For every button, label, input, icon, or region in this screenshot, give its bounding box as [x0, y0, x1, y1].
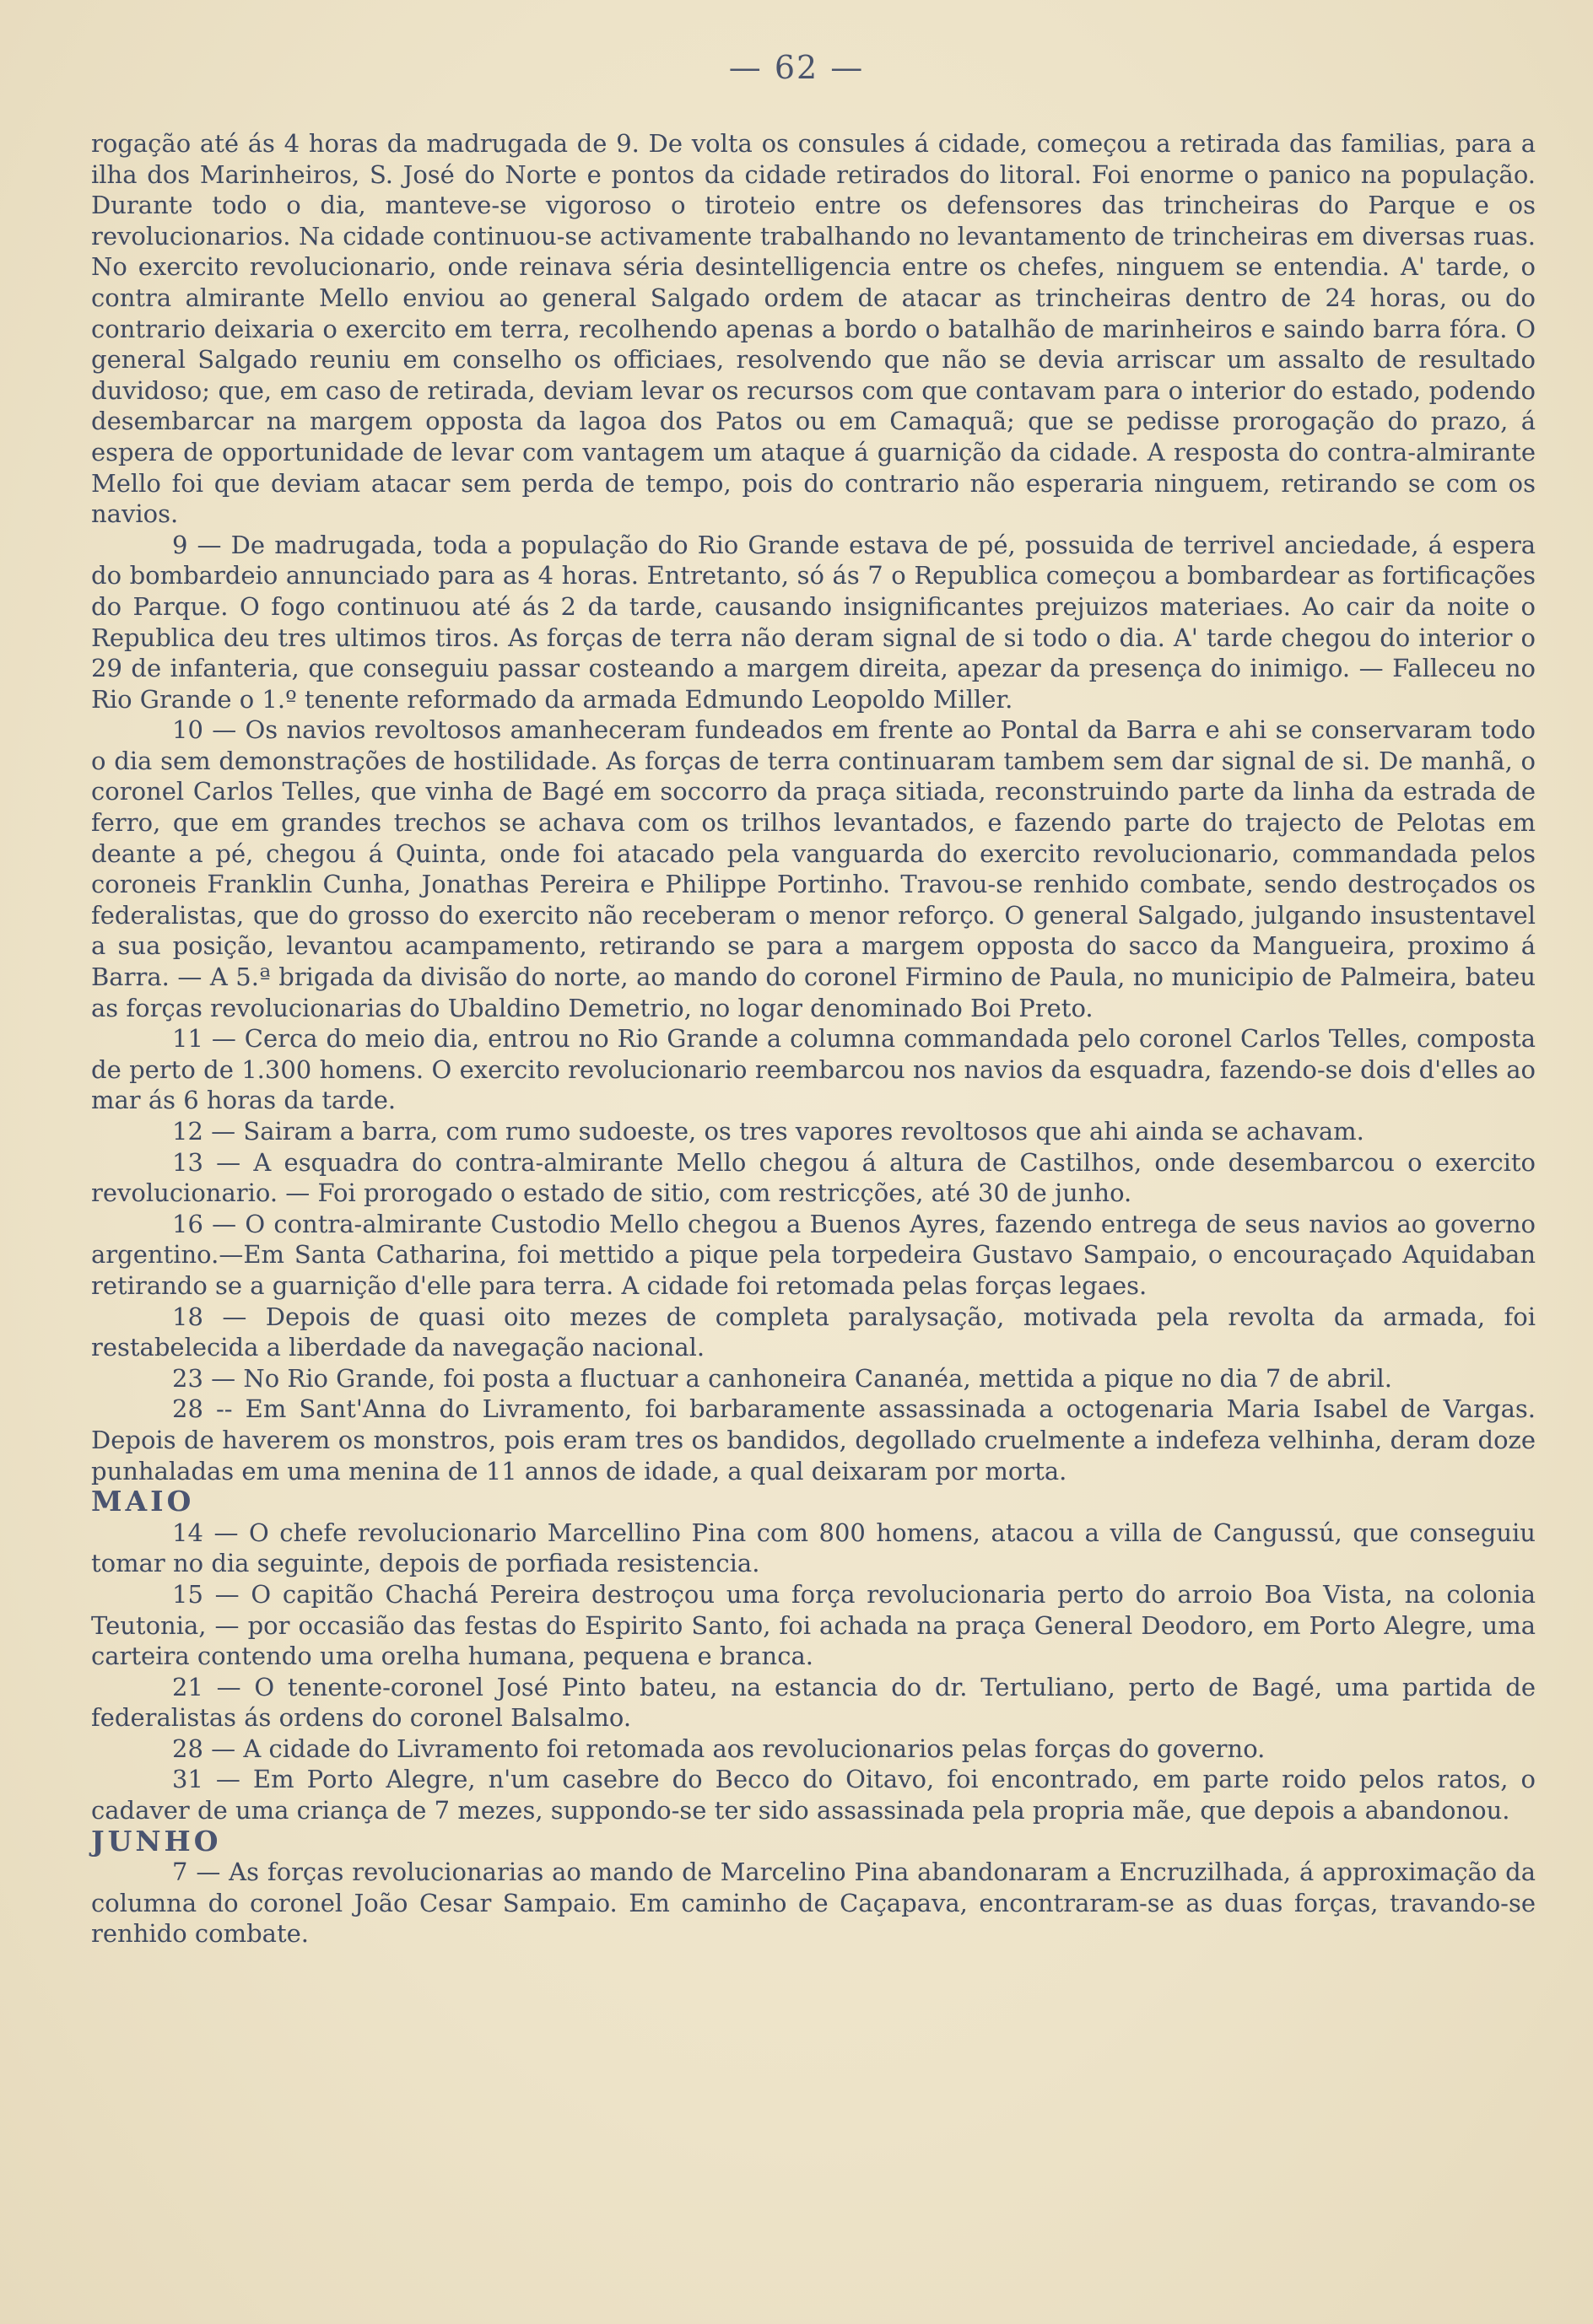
paragraph: 7 — As forças revolucionarias ao mando de Marcelino Pina abandonaram a Encruzilhada, á approximação da columna do coronel João Cesar Sampaio. Em caminho de Caçapava, encontraram-se as duas forças, travando-se renhido combate. — [91, 1858, 1536, 1949]
paragraph: 13 — A esquadra do contra-almirante Mello chegou á altura de Castilhos, onde desembarcou o exercito revolucionario. — Foi prorogado o estado de sitio, com restricções, até 30 de junho. — [91, 1147, 1536, 1208]
paragraph: 23 — No Rio Grande, foi posta a fluctuar a canhoneira Cananéa, mettida a pique no dia 7 de abril. — [172, 1363, 1392, 1393]
page-body — [91, 128, 1536, 1949]
paragraph: 31 — Em Porto Alegre, n'um casebre do Becco do Oitavo, foi encontrado, em parte roido pelos ratos, o cadaver de uma criança de 7 mezes, suppondo-se ter sido assassinada pela propria mãe, que depois a abandonou. — [91, 1765, 1536, 1825]
paragraph: 21 — O tenente-coronel José Pinto bateu, na estancia do dr. Tertuliano, perto de Bagé, uma partida de federalistas ás ordens do coronel Balsalmo. — [91, 1672, 1536, 1733]
paragraph: 12 — Sairam a barra, com rumo sudoeste, os tres vapores revoltosos que ahi ainda se achavam. — [172, 1117, 1364, 1146]
paragraph: 11 — Cerca do meio dia, entrou no Rio Grande a columna commandada pelo coronel Carlos Telles, composta de perto de 1.300 homens. O exercito revolucionario reembarcou nos navios da esquadra, fazendo-se dois d'elles ao mar ás 6 horas da tarde. — [91, 1024, 1536, 1115]
paragraph: 15 — O capitão Chachá Pereira destroçou uma força revolucionaria perto do arroio Boa Vista, na colonia Teutonia, — por occasião das festas do Espirito Santo, foi achada na praça General Deodoro, em Porto Alegre, uma carteira contendo uma orelha humana, pequena e branca. — [91, 1579, 1536, 1671]
paragraph: 14 — O chefe revolucionario Marcellino Pina com 800 homens, atacou a villa de Cangussú, que conseguiu tomar no dia seguinte, depois de porfiada resistencia. — [91, 1518, 1536, 1578]
paragraph: 10 — Os navios revoltosos amanheceram fundeados em frente ao Pontal da Barra e ahi se conservaram todo o dia sem demonstrações de hostilidade. As forças de terra continuaram tambem sem dar signal de si. De manhã, o coronel Carlos Telles, que vinha de Bagé em soccorro da praça sitiada, reconstruindo parte da linha da estrada de ferro, que em grandes trechos se achava com os trilhos levantados, e fazendo parte do trajecto de Pelotas em deante a pé, chegou á Quinta, onde foi atacado pela vanguarda do exercito revolucionario, commandada pelos coroneis Franklin Cunha, Jonathas Pereira e Philippe Portinho. Travou-se renhido combate, sendo destroçados os federalistas, que do grosso do exercito não receberam o menor reforço. O general Salgado, julgando insustentavel a sua posição, levantou acampamento, retirando se para a margem opposta do sacco da Mangueira, proximo á Barra. — A 5.ª brigada da divisão do norte, ao mando do coronel Firmino de Paula, no municipio de Palmeira, bateu as forças revolucionarias do Ubaldino Demetrio, no logar denominado Boi Preto. — [91, 715, 1536, 1022]
paragraph: 16 — O contra-almirante Custodio Mello chegou a Buenos Ayres, fazendo entrega de seus navios ao governo argentino.—Em Santa Catharina, foi mettido a pique pela torpedeira Gustavo Sampaio, o encouraçado Aquidaban retirando se a guarnição d'elle para terra. A cidade foi retomada pelas forças legaes. — [91, 1209, 1536, 1300]
paragraph: 28 -- Em Sant'Anna do Livramento, foi barbaramente assassinada a octogenaria Maria Isabel de Vargas. Depois de haverem os monstros, pois eram tres os bandidos, degollado cruelmente a indefeza velhinha, deram doze punhaladas em uma menina de 11 annos de idade, a qual deixaram por morta. — [91, 1394, 1536, 1486]
page-number: — 62 — — [728, 49, 865, 86]
paragraph: rogação até ás 4 horas da madrugada de 9. De volta os consules á cidade, começou a retirada das familias, para a ilha dos Marinheiros, S. José do Norte e pontos da cidade retirados do litoral. Foi enorme o panico na população. Durante todo o dia, manteve-se vigoroso o tiroteio entre os defensores das trincheiras do Parque e os revolucionarios. Na cidade continuou-se activamente trabalhando no levantamento de trincheiras em diversas ruas. No exercito revolucionario, onde reinava séria desintelligencia entre os chefes, ninguem se entendia. A' tarde, o contra almirante Mello enviou ao general Salgado ordem de atacar as trincheiras dentro de 24 horas, ou do contrario deixaria o exercito em terra, recolhendo apenas a bordo o batalhão de marinheiros e saindo barra fóra. O general Salgado reuniu em conselho os officiaes, resolvendo que não se devia arriscar um assalto de resultado duvidoso; que, em caso de retirada, deviam levar os recursos com que contavam para o interior do estado, podendo desembarcar na margem opposta da lagoa dos Patos ou em Camaquã; que se pedisse prorogação do prazo, á espera de opportunidade de levar com vantagem um ataque á guarnição da cidade. A resposta do contra-almirante Mello foi que deviam atacar sem perda de tempo, pois do contrario não esperaria ninguem, retirando se com os navios. — [91, 129, 1536, 529]
paragraph: 28 — A cidade do Livramento foi retomada aos revolucionarios pelas forças do governo. — [172, 1734, 1266, 1763]
section-heading-junho: JUNHO — [91, 1824, 222, 1858]
paragraph: 9 — De madrugada, toda a população do Rio Grande estava de pé, possuida de terrivel anciedade, á espera do bombardeio annunciado para as 4 horas. Entretanto, só ás 7 o Republica começou a bombardear as fortificações do Parque. O fogo continuou até ás 2 da tarde, causando insignificantes prejuizos materiaes. Ao cair da noite o Republica deu tres ultimos tiros. As forças de terra não deram signal de si todo o dia. A' tarde chegou do interior o 29 de infanteria, que conseguiu passar costeando a margem direita, apezar da presença do inimigo. — Falleceu no Rio Grande o 1.º tenente reformado da armada Edmundo Leopoldo Miller. — [91, 530, 1536, 714]
section-heading-maio: MAIO — [91, 1485, 195, 1518]
paragraph: 18 — Depois de quasi oito mezes de completa paralysação, motivada pela revolta da armada, foi restabelecida a liberdade da navegação nacional. — [91, 1302, 1536, 1362]
